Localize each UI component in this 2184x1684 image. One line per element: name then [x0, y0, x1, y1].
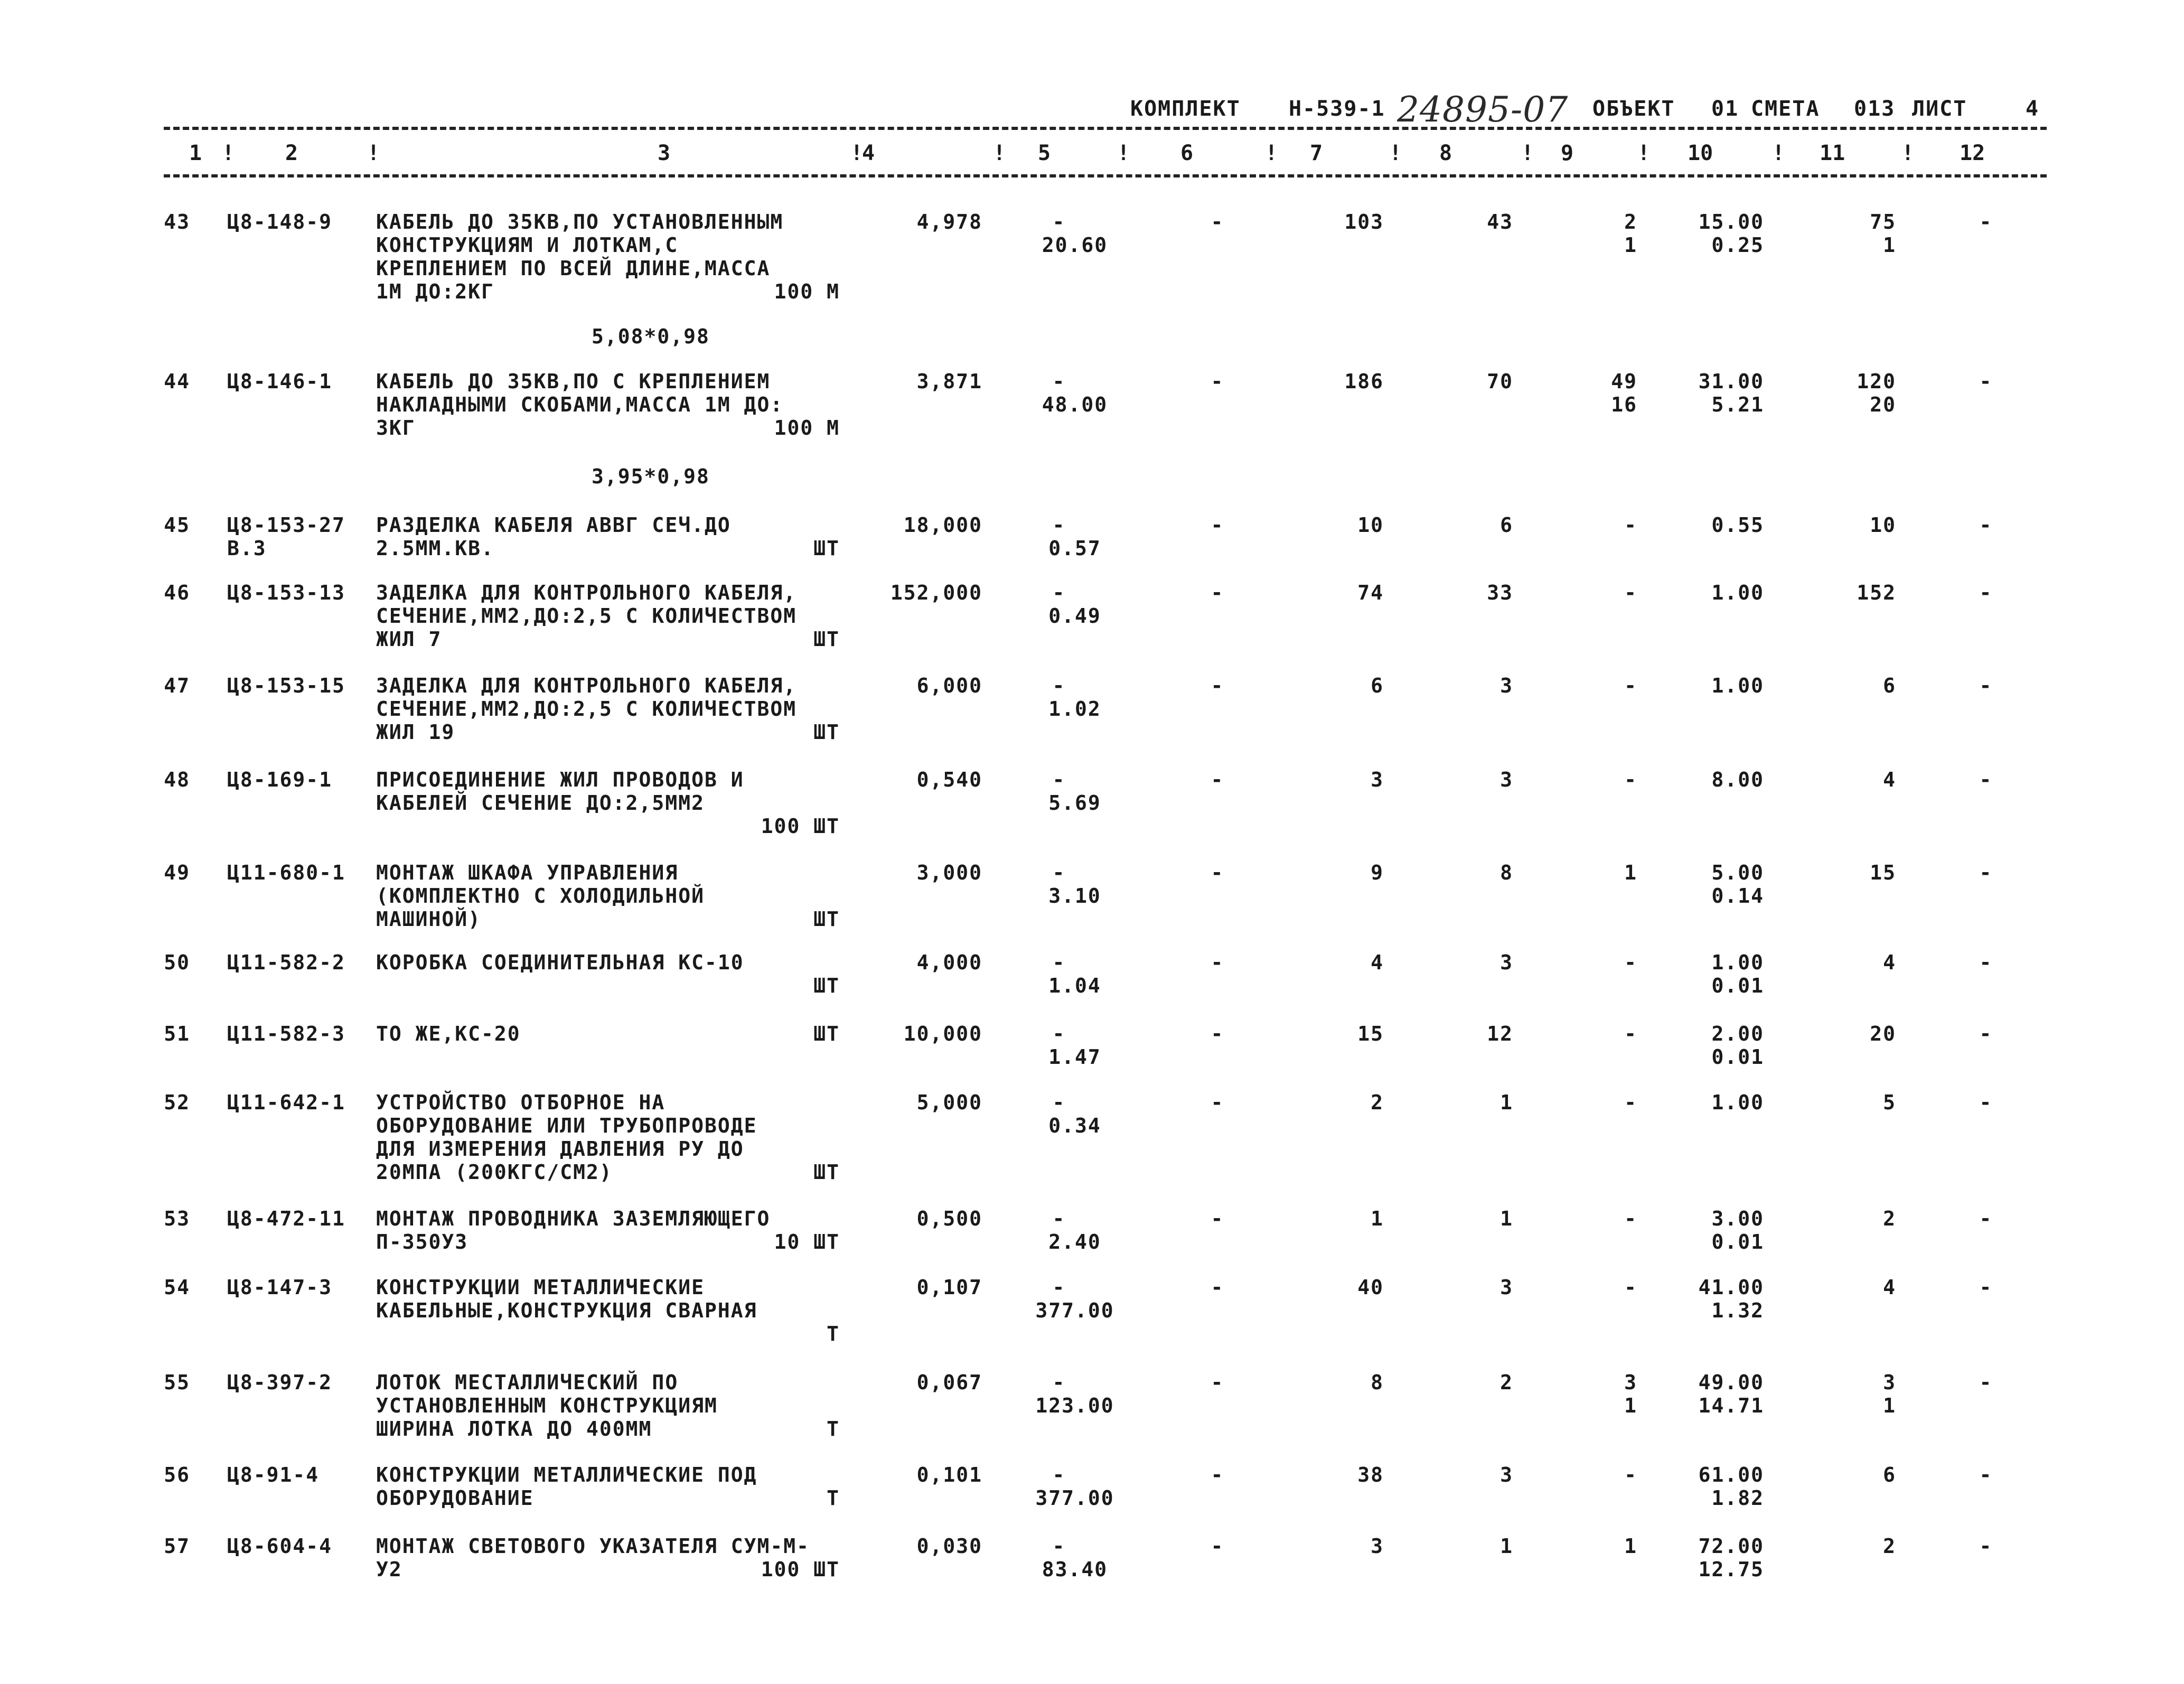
row-number: 57 — [164, 1535, 190, 1558]
unit-of-measure: ШТ — [813, 1161, 840, 1184]
column-header-12: 12 — [1960, 141, 1985, 165]
col5-unit-price: 1.47 — [1048, 1045, 1101, 1069]
description-line: ОБОРУДОВАНИЕ — [376, 1486, 534, 1510]
col6: - — [1211, 210, 1224, 233]
col6: - — [1211, 1022, 1224, 1045]
col12: - — [1979, 951, 1993, 974]
col5-unit-price: 0.49 — [1048, 604, 1101, 628]
column-separator: ! — [1521, 141, 1534, 165]
col11-top: 120 — [1857, 370, 1896, 393]
description-line: КОНСТРУКЦИИ МЕТАЛЛИЧЕСКИЕ — [376, 1276, 705, 1299]
unit-of-measure: ШТ — [813, 974, 840, 997]
column-separator: ! — [222, 141, 235, 165]
rate-code-suffix: В.3 — [227, 537, 267, 560]
col10-bottom: 1.32 — [1711, 1299, 1764, 1322]
col6: - — [1211, 861, 1224, 884]
list-label: ЛИСТ — [1912, 97, 1967, 121]
object-label: ОБЪЕКТ — [1592, 97, 1675, 121]
col12: - — [1979, 1276, 1993, 1299]
header-rule-bottom — [164, 174, 2047, 177]
description-line: УСТРОЙСТВО ОТБОРНОЕ НА — [376, 1091, 665, 1114]
description-line: ПРИСОЕДИНЕНИЕ ЖИЛ ПРОВОДОВ И — [376, 768, 744, 791]
col6: - — [1211, 1463, 1224, 1486]
col9-top: 3 — [1624, 1371, 1637, 1394]
col11-top: 4 — [1883, 1276, 1896, 1299]
smeta-number: 013 — [1854, 97, 1896, 121]
col9-top: - — [1624, 581, 1637, 604]
col11-top: 10 — [1870, 513, 1896, 537]
description-line: МОНТАЖ ШКАФА УПРАВЛЕНИЯ — [376, 861, 679, 884]
col8: 3 — [1500, 674, 1513, 697]
col10-top: 0.55 — [1711, 513, 1764, 537]
col7: 15 — [1357, 1022, 1384, 1045]
column-header-9: 9 — [1561, 141, 1574, 165]
row-number: 44 — [164, 370, 190, 393]
description-line: МОНТАЖ СВЕТОВОГО УКАЗАТЕЛЯ СУМ-М- — [376, 1535, 810, 1558]
col9-top: 49 — [1611, 370, 1637, 393]
col5-top: - — [1052, 768, 1066, 791]
col7: 38 — [1357, 1463, 1384, 1486]
col8: 2 — [1500, 1371, 1513, 1394]
row-number: 51 — [164, 1022, 190, 1045]
col7: 4 — [1371, 951, 1384, 974]
col7: 3 — [1371, 1535, 1384, 1558]
col11-top: 75 — [1870, 210, 1896, 233]
col11-top: 6 — [1883, 674, 1896, 697]
col9-top: - — [1624, 674, 1637, 697]
description-line: ЖИЛ 7 — [376, 628, 442, 651]
column-separator: ! — [367, 141, 380, 165]
col8: 1 — [1500, 1091, 1513, 1114]
column-header-4: 4 — [862, 141, 875, 165]
unit-of-measure: 100 М — [774, 280, 840, 303]
col7: 10 — [1357, 513, 1384, 537]
col5-top: - — [1052, 1022, 1066, 1045]
col12: - — [1979, 1022, 1993, 1045]
col12: - — [1979, 861, 1993, 884]
col10-top: 3.00 — [1711, 1207, 1764, 1230]
col6: - — [1211, 1371, 1224, 1394]
description-line: УСТАНОВЛЕННЫМ КОНСТРУКЦИЯМ — [376, 1394, 718, 1417]
col11-top: 4 — [1883, 768, 1896, 791]
quantity: 0,107 — [916, 1276, 982, 1299]
col9-top: - — [1624, 1276, 1637, 1299]
column-separator: ! — [1389, 141, 1402, 165]
col6: - — [1211, 1207, 1224, 1230]
col7: 103 — [1344, 210, 1384, 233]
work-description — [376, 1276, 846, 1322]
row-number: 49 — [164, 861, 190, 884]
col7: 40 — [1357, 1276, 1384, 1299]
column-separator: ! — [1637, 141, 1651, 165]
col8: 6 — [1500, 513, 1513, 537]
komplekt-code: Н-539-1 — [1289, 97, 1385, 121]
col5-top: - — [1052, 674, 1066, 697]
description-line: НАКЛАДНЫМИ СКОБАМИ,МАССА 1М ДО: — [376, 393, 784, 416]
col12: - — [1979, 513, 1993, 537]
column-header-5: 5 — [1038, 141, 1051, 165]
row-number: 56 — [164, 1463, 190, 1486]
description-line: ЗАДЕЛКА ДЛЯ КОНТРОЛЬНОГО КАБЕЛЯ, — [376, 674, 797, 697]
col6: - — [1211, 1276, 1224, 1299]
header-rule-top — [164, 127, 2047, 130]
col5-unit-price: 48.00 — [1042, 393, 1108, 416]
col10-top: 1.00 — [1711, 1091, 1764, 1114]
row-number: 54 — [164, 1276, 190, 1299]
unit-of-measure: Т — [827, 1322, 840, 1345]
col12: - — [1979, 768, 1993, 791]
unit-of-measure: 100 ШТ — [761, 1558, 840, 1581]
col9-top: - — [1624, 951, 1637, 974]
description-line: КАБЕЛЬНЫЕ,КОНСТРУКЦИЯ СВАРНАЯ — [376, 1299, 757, 1322]
description-line: 2.5ММ.КВ. — [376, 537, 494, 560]
col5-top: - — [1052, 513, 1066, 537]
unit-of-measure: ШТ — [813, 908, 840, 931]
col7: 9 — [1371, 861, 1384, 884]
quantity-formula: 3,95*0,98 — [592, 465, 710, 488]
col9-top: - — [1624, 1091, 1637, 1114]
col12: - — [1979, 370, 1993, 393]
description-line: КАБЕЛЬ ДО 35КВ,ПО УСТАНОВЛЕННЫМ — [376, 210, 784, 233]
rate-code: Ц11-582-3 — [227, 1022, 345, 1045]
quantity: 3,871 — [916, 370, 982, 393]
rate-code: Ц8-169-1 — [227, 768, 333, 791]
col12: - — [1979, 1207, 1993, 1230]
unit-of-measure: ШТ — [813, 1022, 840, 1045]
col6: - — [1211, 768, 1224, 791]
quantity: 10,000 — [903, 1022, 982, 1045]
description-line: 3КГ — [376, 416, 416, 439]
col7: 3 — [1371, 768, 1384, 791]
col9-top: 1 — [1624, 1535, 1637, 1558]
quantity: 4,978 — [916, 210, 982, 233]
col10-bottom: 0.25 — [1711, 233, 1764, 257]
col10-bottom: 12.75 — [1698, 1558, 1764, 1581]
col5-top: - — [1052, 1463, 1066, 1486]
quantity: 152,000 — [890, 581, 982, 604]
rate-code: Ц8-153-13 — [227, 581, 345, 604]
unit-of-measure: 100 М — [774, 416, 840, 439]
col11-top: 5 — [1883, 1091, 1896, 1114]
col9-bottom: 1 — [1624, 1394, 1637, 1417]
description-line: ШИРИНА ЛОТКА ДО 400ММ — [376, 1417, 652, 1440]
work-description — [376, 768, 846, 815]
col10-top: 8.00 — [1711, 768, 1764, 791]
col5-unit-price: 377.00 — [1035, 1486, 1114, 1510]
col9-top: 2 — [1624, 210, 1637, 233]
col5-top: - — [1052, 861, 1066, 884]
column-separator: ! — [1265, 141, 1278, 165]
description-line: ОБОРУДОВАНИЕ ИЛИ ТРУБОПРОВОДЕ — [376, 1114, 757, 1137]
description-line: СЕЧЕНИЕ,ММ2,ДО:2,5 С КОЛИЧЕСТВОМ — [376, 604, 797, 628]
col11-top: 6 — [1883, 1463, 1896, 1486]
rate-code: Ц8-153-27 — [227, 513, 345, 537]
col10-bottom: 0.14 — [1711, 884, 1764, 908]
col9-bottom: 1 — [1624, 233, 1637, 257]
col5-unit-price: 3.10 — [1048, 884, 1101, 908]
col10-top: 1.00 — [1711, 951, 1764, 974]
col11-top: 2 — [1883, 1207, 1896, 1230]
column-separator: ! — [1901, 141, 1915, 165]
rate-code: Ц11-582-2 — [227, 951, 345, 974]
col10-top: 72.00 — [1698, 1535, 1764, 1558]
description-line: КАБЕЛЬ ДО 35КВ,ПО С КРЕПЛЕНИЕМ — [376, 370, 771, 393]
quantity-formula: 5,08*0,98 — [592, 325, 710, 348]
col11-bottom: 20 — [1870, 393, 1896, 416]
description-line: КАБЕЛЕЙ СЕЧЕНИЕ ДО:2,5ММ2 — [376, 791, 705, 815]
col6: - — [1211, 951, 1224, 974]
col5-top: - — [1052, 1371, 1066, 1394]
col6: - — [1211, 370, 1224, 393]
col5-unit-price: 20.60 — [1042, 233, 1108, 257]
col11-bottom: 1 — [1883, 1394, 1896, 1417]
quantity: 0,067 — [916, 1371, 982, 1394]
column-separator: ! — [993, 141, 1006, 165]
description-line: МАШИНОЙ) — [376, 908, 482, 931]
col9-bottom: 16 — [1611, 393, 1637, 416]
col8: 70 — [1487, 370, 1513, 393]
col12: - — [1979, 1371, 1993, 1394]
description-line: КРЕПЛЕНИЕМ ПО ВСЕЙ ДЛИНЕ,МАССА — [376, 257, 771, 280]
col10-top: 5.00 — [1711, 861, 1764, 884]
column-separator: ! — [1772, 141, 1785, 165]
quantity: 6,000 — [916, 674, 982, 697]
row-number: 55 — [164, 1371, 190, 1394]
description-line: СЕЧЕНИЕ,ММ2,ДО:2,5 С КОЛИЧЕСТВОМ — [376, 697, 797, 721]
quantity: 18,000 — [903, 513, 982, 537]
col5-top: - — [1052, 1276, 1066, 1299]
col5-unit-price: 1.02 — [1048, 697, 1101, 721]
col10-bottom: 0.01 — [1711, 1045, 1764, 1069]
unit-of-measure: ШТ — [813, 537, 840, 560]
description-line: МОНТАЖ ПРОВОДНИКА ЗАЗЕМЛЯЮЩЕГО — [376, 1207, 771, 1230]
description-line: П-350У3 — [376, 1230, 468, 1253]
col8: 43 — [1487, 210, 1513, 233]
rate-code: Ц8-604-4 — [227, 1535, 333, 1558]
col6: - — [1211, 581, 1224, 604]
col5-unit-price: 1.04 — [1048, 974, 1101, 997]
col8: 12 — [1487, 1022, 1513, 1045]
description-line: (КОМПЛЕКТНО С ХОЛОДИЛЬНОЙ — [376, 884, 705, 908]
col10-top: 15.00 — [1698, 210, 1764, 233]
row-number: 47 — [164, 674, 190, 697]
column-header-10: 10 — [1688, 141, 1713, 165]
col5-unit-price: 0.57 — [1048, 537, 1101, 560]
col10-top: 49.00 — [1698, 1371, 1764, 1394]
col5-unit-price: 5.69 — [1048, 791, 1101, 815]
column-header-1: 1 — [189, 141, 202, 165]
rate-code: Ц8-153-15 — [227, 674, 345, 697]
col6: - — [1211, 1091, 1224, 1114]
col11-top: 4 — [1883, 951, 1896, 974]
handwritten-number: 24895-07 — [1397, 89, 1569, 130]
col9-top: - — [1624, 1022, 1637, 1045]
col8: 33 — [1487, 581, 1513, 604]
col7: 2 — [1371, 1091, 1384, 1114]
col5-top: - — [1052, 1535, 1066, 1558]
col11-bottom: 1 — [1883, 233, 1896, 257]
object-number: 01 — [1711, 97, 1739, 121]
col8: 1 — [1500, 1535, 1513, 1558]
col5-top: - — [1052, 1207, 1066, 1230]
unit-of-measure: ШТ — [813, 628, 840, 651]
col8: 3 — [1500, 768, 1513, 791]
col10-bottom: 0.01 — [1711, 1230, 1764, 1253]
col8: 3 — [1500, 951, 1513, 974]
col5-top: - — [1052, 210, 1066, 233]
col9-top: 1 — [1624, 861, 1637, 884]
col9-top: - — [1624, 1463, 1637, 1486]
row-number: 50 — [164, 951, 190, 974]
col7: 1 — [1371, 1207, 1384, 1230]
col10-bottom: 1.82 — [1711, 1486, 1764, 1510]
quantity: 0,500 — [916, 1207, 982, 1230]
col11-top: 152 — [1857, 581, 1896, 604]
row-number: 45 — [164, 513, 190, 537]
quantity: 5,000 — [916, 1091, 982, 1114]
description-line: 20МПА (200КГС/СМ2) — [376, 1161, 613, 1184]
column-header-8: 8 — [1439, 141, 1452, 165]
col10-top: 1.00 — [1711, 674, 1764, 697]
column-separator: ! — [850, 141, 864, 165]
rate-code: Ц11-680-1 — [227, 861, 345, 884]
col7: 74 — [1357, 581, 1384, 604]
unit-of-measure: ШТ — [813, 721, 840, 744]
col10-top: 31.00 — [1698, 370, 1764, 393]
rate-code: Ц8-397-2 — [227, 1371, 333, 1394]
col7: 8 — [1371, 1371, 1384, 1394]
col7: 186 — [1344, 370, 1384, 393]
col10-bottom: 5.21 — [1711, 393, 1764, 416]
col11-top: 2 — [1883, 1535, 1896, 1558]
column-separator: ! — [1117, 141, 1130, 165]
unit-of-measure: Т — [827, 1486, 840, 1510]
col5-unit-price: 377.00 — [1035, 1299, 1114, 1322]
rate-code: Ц8-91-4 — [227, 1463, 320, 1486]
quantity: 0,101 — [916, 1463, 982, 1486]
smeta-label: СМЕТА — [1751, 97, 1820, 121]
description-line: ДЛЯ ИЗМЕРЕНИЯ ДАВЛЕНИЯ РУ ДО — [376, 1137, 744, 1161]
col5-unit-price: 123.00 — [1035, 1394, 1114, 1417]
col5-top: - — [1052, 951, 1066, 974]
quantity: 0,540 — [916, 768, 982, 791]
unit-of-measure: 100 ШТ — [761, 815, 840, 838]
row-number: 48 — [164, 768, 190, 791]
col8: 1 — [1500, 1207, 1513, 1230]
description-line: У2 — [376, 1558, 402, 1581]
column-header-3: 3 — [658, 141, 671, 165]
rate-code: Ц8-148-9 — [227, 210, 333, 233]
rate-code: Ц8-146-1 — [227, 370, 333, 393]
description-line: 1М ДО:2КГ — [376, 280, 494, 303]
col9-top: - — [1624, 768, 1637, 791]
col12: - — [1979, 674, 1993, 697]
quantity: 0,030 — [916, 1535, 982, 1558]
col8: 3 — [1500, 1276, 1513, 1299]
col12: - — [1979, 1463, 1993, 1486]
row-number: 53 — [164, 1207, 190, 1230]
row-number: 52 — [164, 1091, 190, 1114]
col10-top: 41.00 — [1698, 1276, 1764, 1299]
col10-top: 61.00 — [1698, 1463, 1764, 1486]
col10-top: 1.00 — [1711, 581, 1764, 604]
col11-top: 20 — [1870, 1022, 1896, 1045]
col11-top: 15 — [1870, 861, 1896, 884]
description-line: ЗАДЕЛКА ДЛЯ КОНТРОЛЬНОГО КАБЕЛЯ, — [376, 581, 797, 604]
rate-code: Ц11-642-1 — [227, 1091, 345, 1114]
col5-unit-price: 0.34 — [1048, 1114, 1101, 1137]
col5-top: - — [1052, 1091, 1066, 1114]
column-header-11: 11 — [1820, 141, 1845, 165]
rate-code: Ц8-147-3 — [227, 1276, 333, 1299]
description-line: КОНСТРУКЦИЯМ И ЛОТКАМ,С — [376, 233, 679, 257]
unit-of-measure: Т — [827, 1417, 840, 1440]
description-line: КОНСТРУКЦИИ МЕТАЛЛИЧЕСКИЕ ПОД — [376, 1463, 757, 1486]
col5-unit-price: 83.40 — [1042, 1558, 1108, 1581]
description-line: ТО ЖЕ,КС-20 — [376, 1022, 521, 1045]
col5-top: - — [1052, 581, 1066, 604]
komplekt-label: КОМПЛЕКТ — [1130, 97, 1241, 121]
col8: 8 — [1500, 861, 1513, 884]
quantity: 3,000 — [916, 861, 982, 884]
description-line: ЖИЛ 19 — [376, 721, 455, 744]
rate-code: Ц8-472-11 — [227, 1207, 345, 1230]
column-header-2: 2 — [285, 141, 298, 165]
column-header-7: 7 — [1310, 141, 1323, 165]
col10-top: 2.00 — [1711, 1022, 1764, 1045]
col12: - — [1979, 1535, 1993, 1558]
col9-top: - — [1624, 1207, 1637, 1230]
col11-top: 3 — [1883, 1371, 1896, 1394]
description-line: ЛОТОК МЕСТАЛЛИЧЕСКИЙ ПО — [376, 1371, 679, 1394]
col6: - — [1211, 513, 1224, 537]
col10-bottom: 14.71 — [1698, 1394, 1764, 1417]
col8: 3 — [1500, 1463, 1513, 1486]
col5-top: - — [1052, 370, 1066, 393]
list-number: 4 — [2026, 97, 2040, 121]
description-line: РАЗДЕЛКА КАБЕЛЯ АВВГ СЕЧ.ДО — [376, 513, 731, 537]
col10-bottom: 0.01 — [1711, 974, 1764, 997]
description-line: КОРОБКА СОЕДИНИТЕЛЬНАЯ КС-10 — [376, 951, 744, 974]
column-header-6: 6 — [1180, 141, 1194, 165]
col6: - — [1211, 1535, 1224, 1558]
col12: - — [1979, 581, 1993, 604]
col6: - — [1211, 674, 1224, 697]
row-number: 43 — [164, 210, 190, 233]
quantity: 4,000 — [916, 951, 982, 974]
col7: 6 — [1371, 674, 1384, 697]
unit-of-measure: 10 ШТ — [774, 1230, 840, 1253]
row-number: 46 — [164, 581, 190, 604]
col12: - — [1979, 210, 1993, 233]
col5-unit-price: 2.40 — [1048, 1230, 1101, 1253]
col9-top: - — [1624, 513, 1637, 537]
work-description — [376, 951, 846, 974]
col12: - — [1979, 1091, 1993, 1114]
